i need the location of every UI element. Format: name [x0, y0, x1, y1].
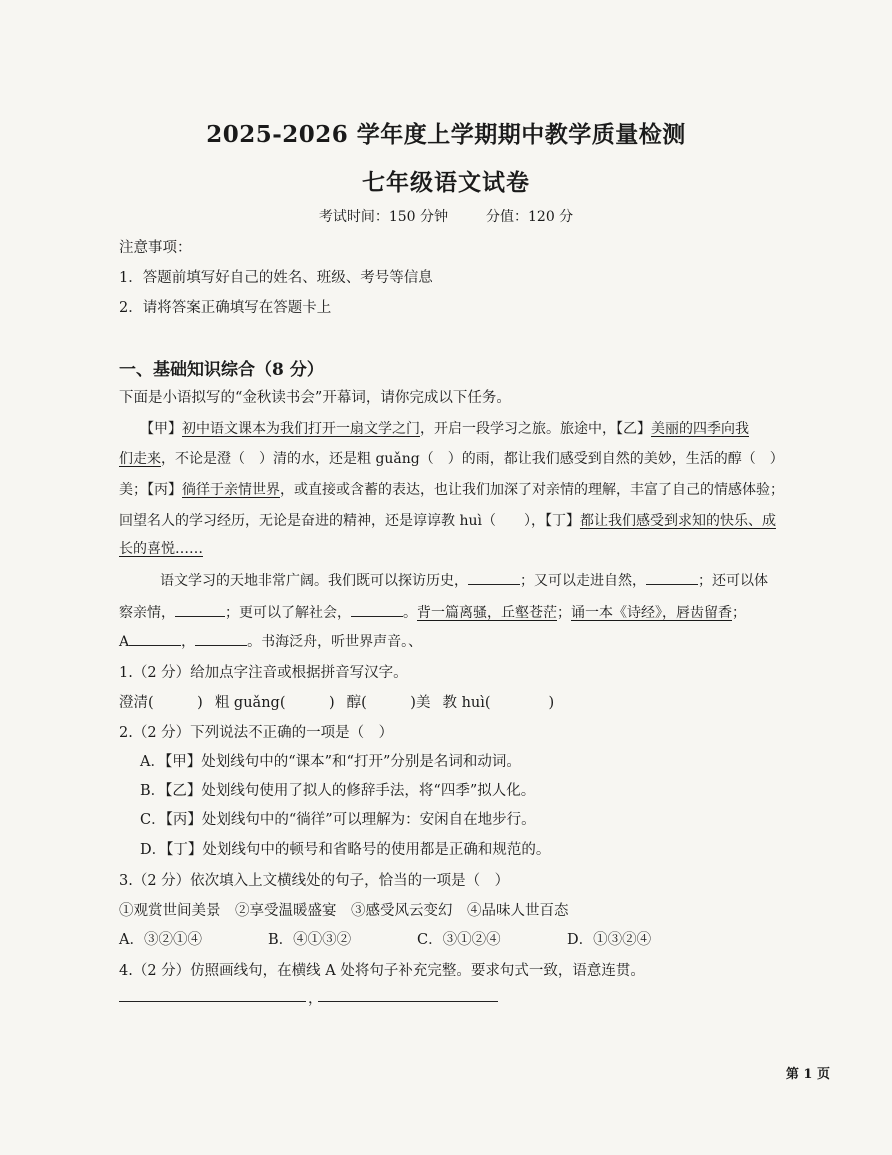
question-stem: 2.（2 分）下列说法不正确的一项是（ ）: [119, 725, 394, 741]
note-item: 2．请将答案正确填写在答题卡上: [119, 300, 332, 316]
passage-text: 。: [403, 605, 417, 621]
fill-blank[interactable]: [468, 570, 520, 585]
exam-subtitle: 七年级语文试卷: [362, 169, 530, 196]
question-stem: 1.（2 分）给加点字注音或根据拼音写汉字。: [119, 665, 408, 681]
section-intro: 下面是小语拟写的“金秋读书会”开幕词，请你完成以下任务。: [119, 390, 511, 406]
passage-text: ，或直接或含蓄的表达，也让我们加深了对亲情的理解，丰富了自己的情感体验；: [280, 482, 784, 498]
q1-item[interactable]: 粗 guǎng( ): [214, 695, 335, 711]
passage-text: ；又可以走进自然，: [520, 573, 646, 589]
q3-choices: ①观赏世间美景 ②享受温暖盛宴 ③感受风云变幻 ④品味人世百态: [119, 903, 569, 919]
answer-separator: ，: [308, 991, 323, 1007]
exam-time: 考试时间：150 分钟: [318, 209, 448, 225]
exam-meta: [0, 206, 892, 226]
passage-line: [119, 448, 784, 468]
passage-text: 。书海泛舟，听世界声音。、: [247, 634, 423, 650]
fill-blank[interactable]: [646, 570, 698, 585]
underlined-sentence-ding: 都让我们感受到求知的快乐、成: [579, 513, 776, 529]
passage-line: [160, 570, 768, 590]
q3-option-c[interactable]: C．③①②④: [417, 932, 501, 948]
passage-text: 察亲情，: [119, 605, 175, 621]
page-number: 第 1 页: [785, 1067, 830, 1082]
exam-score: 分值：120 分: [486, 209, 574, 225]
q1-items: [119, 691, 554, 712]
passage-line: [119, 538, 203, 558]
fill-blank[interactable]: [129, 631, 181, 646]
passage-text: ，不论是澄（ ）清的水，还是粗 guǎng（ ）的雨，都让我们感受到自然的美妙，生活的醇（ ）: [161, 451, 784, 467]
answer-line[interactable]: [119, 1001, 306, 1002]
passage-line: [119, 602, 746, 622]
q3-option-b[interactable]: B．④①③②: [268, 932, 352, 948]
passage-text: ，开启一段学习之旅。旅途中，【乙】: [420, 421, 651, 437]
fill-blank[interactable]: [195, 631, 247, 646]
q3-option-d[interactable]: D．①③②④: [567, 932, 652, 948]
answer-line[interactable]: [318, 1001, 498, 1002]
underlined-model-sentence: 诵一本《诗经》，唇齿留香: [571, 605, 732, 621]
underlined-sentence-yi: 美丽的四季向我: [651, 421, 749, 437]
notes-heading: 注意事项：: [119, 240, 192, 256]
underlined-sentence-yi: 们走来: [119, 451, 161, 467]
passage-text: ；: [732, 605, 746, 621]
note-item: 1．答题前填写好自己的姓名、班级、考号等信息: [119, 270, 433, 286]
passage-text: ，: [181, 634, 196, 650]
q3-option-a[interactable]: A．③②①④: [119, 932, 202, 948]
q1-item[interactable]: 教 huì( ): [442, 695, 555, 711]
q2-option-c[interactable]: C．【丙】处划线句中的“徜徉”可以理解为：安闲自在地步行。: [140, 812, 536, 828]
q1-item[interactable]: 醇( )美: [346, 695, 431, 711]
underlined-sentence-bing: 徜徉于亲情世界: [182, 482, 280, 498]
q2-option-b[interactable]: B．【乙】处划线句使用了拟人的修辞手法，将“四季”拟人化。: [140, 783, 536, 799]
passage-text: 美；【丙】: [119, 482, 182, 498]
passage-text: 语文学习的天地非常广阔。我们既可以探访历史，: [160, 573, 468, 589]
passage-line: [119, 631, 422, 651]
passage-line: [119, 479, 784, 499]
fill-blank[interactable]: [175, 602, 225, 617]
blank-label-a: A: [119, 634, 130, 650]
passage-line: [140, 418, 749, 438]
passage-text: ；: [557, 605, 571, 621]
question-stem: 4.（2 分）仿照画线句，在横线 A 处将句子补充完整。要求句式一致，语意连贯。: [119, 963, 645, 979]
passage-text: 【甲】: [140, 421, 182, 437]
q2-option-d[interactable]: D．【丁】处划线句中的顿号和省略号的使用都是正确和规范的。: [140, 842, 551, 858]
exam-title: 2025-2026 学年度上学期期中教学质量检测: [206, 121, 686, 148]
passage-text: ；还可以体: [698, 573, 768, 589]
section-heading: 一、基础知识综合（8 分）: [119, 360, 324, 380]
q1-item[interactable]: 澄清( ): [119, 695, 203, 711]
passage-text: ；更可以了解社会，: [225, 605, 351, 621]
question-stem: 3.（2 分）依次填入上文横线处的句子，恰当的一项是（ ）: [119, 873, 510, 889]
passage-line: [119, 510, 776, 530]
underlined-model-sentence: 背一篇离骚，丘壑苍茫: [417, 605, 557, 621]
fill-blank[interactable]: [351, 602, 403, 617]
underlined-sentence-jia: 初中语文课本为我们打开一扇文学之门: [182, 421, 420, 437]
passage-text: 回望名人的学习经历，无论是奋进的精神，还是谆谆教 huì（ ），【丁】: [119, 513, 580, 529]
underlined-sentence-ding: 长的喜悦……: [119, 541, 203, 557]
q2-option-a[interactable]: A．【甲】处划线句中的“课本”和“打开”分别是名词和动词。: [140, 754, 521, 770]
